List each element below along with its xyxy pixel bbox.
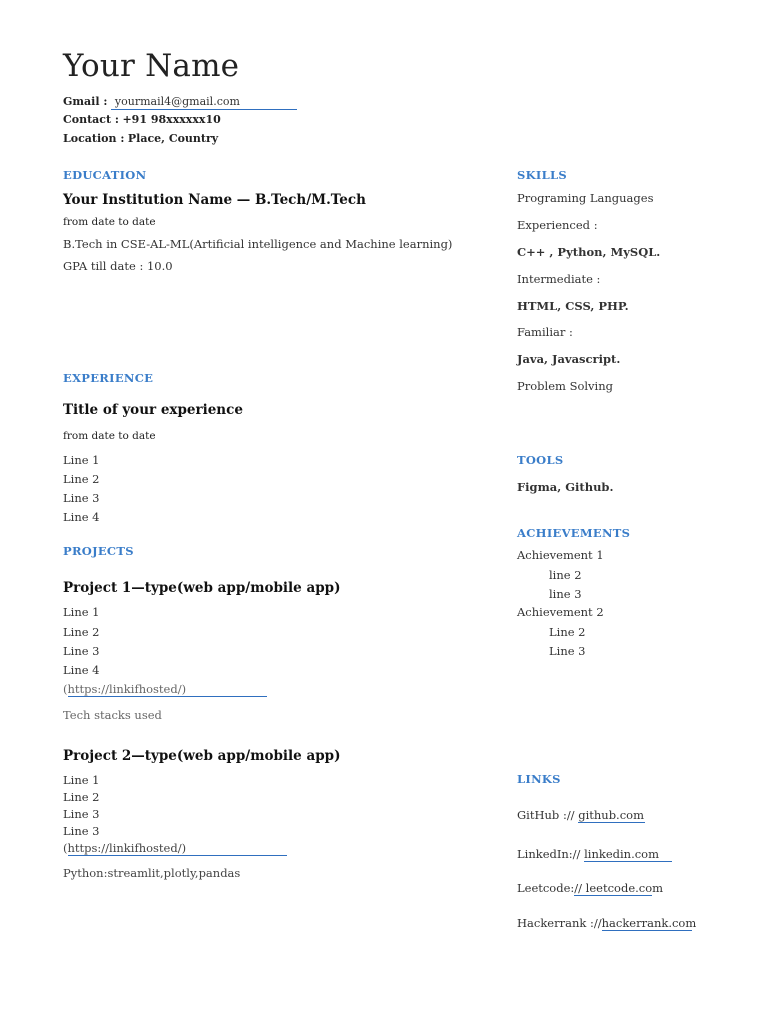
location-row [63, 132, 218, 145]
project-line: Line 3 [63, 807, 100, 821]
experience-line: Line 4 [63, 510, 100, 524]
skills-problem-solving: Problem Solving [517, 379, 613, 393]
project-link[interactable]: https://linkifhosted/) [68, 683, 267, 697]
experience-title: EXPERIENCE [63, 371, 154, 385]
achievements-title: ACHIEVEMENTS [517, 526, 631, 540]
contact-label: Contact : [63, 113, 119, 126]
linkedin-row [517, 847, 672, 862]
gmail-row [63, 95, 297, 110]
project-line: Line 1 [63, 773, 100, 787]
experience-line: Line 3 [63, 491, 100, 505]
contact-value: +91 98xxxxxx10 [122, 113, 221, 126]
experience-dates: from date to date [63, 430, 156, 442]
project-line: Line 3 [63, 644, 100, 658]
location-label: Location : [63, 132, 125, 145]
project-line: Line 2 [63, 790, 100, 804]
experience-line: Line 1 [63, 453, 100, 467]
achievement-item: Achievement 1 [517, 548, 604, 562]
education-title: EDUCATION [63, 168, 147, 182]
hackerrank-link[interactable]: hackerrank.com [601, 916, 697, 930]
project-link-row: (https://linkifhosted/) [63, 682, 267, 697]
skills-experienced-label: Experienced : [517, 218, 598, 232]
skills-intermediate-label: Intermediate : [517, 272, 601, 286]
achievement-line: Line 3 [549, 644, 586, 658]
project-tech: Tech stacks used [63, 708, 162, 722]
resume-name: Your Name [63, 48, 240, 84]
education-institution: Your Institution Name — B.Tech/M.Tech [63, 192, 366, 208]
skills-experienced-value: C++ , Python, MySQL. [517, 245, 661, 259]
skills-familiar-label: Familiar : [517, 325, 573, 339]
gmail-link[interactable]: yourmail4@gmail.com [111, 96, 297, 110]
leetcode-label: Leetcode: [517, 881, 575, 895]
hackerrank-row [517, 916, 697, 931]
gmail-label: Gmail : [63, 95, 108, 108]
education-dates: from date to date [63, 216, 156, 228]
experience-line: Line 2 [63, 472, 100, 486]
hackerrank-label: Hackerrank :// [517, 916, 602, 930]
github-link[interactable]: github.com [578, 808, 644, 822]
project-line: Line 3 [63, 824, 100, 838]
education-gpa: GPA till date : 10.0 [63, 259, 173, 273]
project-title: Project 2—type(web app/mobile app) [63, 748, 341, 764]
skills-subtitle: Programing Languages [517, 191, 654, 205]
leetcode-link[interactable]: // leetcode.com [574, 881, 664, 895]
achievement-item: Achievement 2 [517, 605, 604, 619]
project-link-row: (https://linkifhosted/) [63, 841, 287, 856]
project-line: Line 1 [63, 605, 100, 619]
contact-row [63, 113, 221, 126]
project-link[interactable]: https://linkifhosted/) [68, 842, 287, 856]
project-title: Project 1—type(web app/mobile app) [63, 580, 341, 596]
leetcode-row [517, 881, 664, 896]
skills-familiar-value: Java, Javascript. [517, 352, 621, 366]
education-degree: B.Tech in CSE-AL-ML(Artificial intelligence and Machine learning) [63, 237, 453, 251]
project-tech: Python:streamlit,plotly,pandas [63, 866, 241, 880]
tools-title: TOOLS [517, 453, 564, 467]
project-line: Line 2 [63, 625, 100, 639]
project-line: Line 4 [63, 663, 100, 677]
achievement-line: line 2 [549, 568, 582, 582]
linkedin-label: LinkedIn:// [517, 847, 585, 861]
github-row [517, 808, 645, 823]
location-value: Place, Country [127, 132, 219, 145]
tools-value: Figma, Github. [517, 480, 614, 494]
experience-role: Title of your experience [63, 402, 243, 418]
achievement-line: line 3 [549, 587, 582, 601]
github-label: GitHub :// [517, 808, 579, 822]
skills-intermediate-value: HTML, CSS, PHP. [517, 299, 629, 313]
projects-title: PROJECTS [63, 544, 134, 558]
achievement-line: Line 2 [549, 625, 586, 639]
linkedin-link[interactable]: linkedin.com [584, 848, 672, 862]
skills-title: SKILLS [517, 168, 567, 182]
links-title: LINKS [517, 772, 561, 786]
